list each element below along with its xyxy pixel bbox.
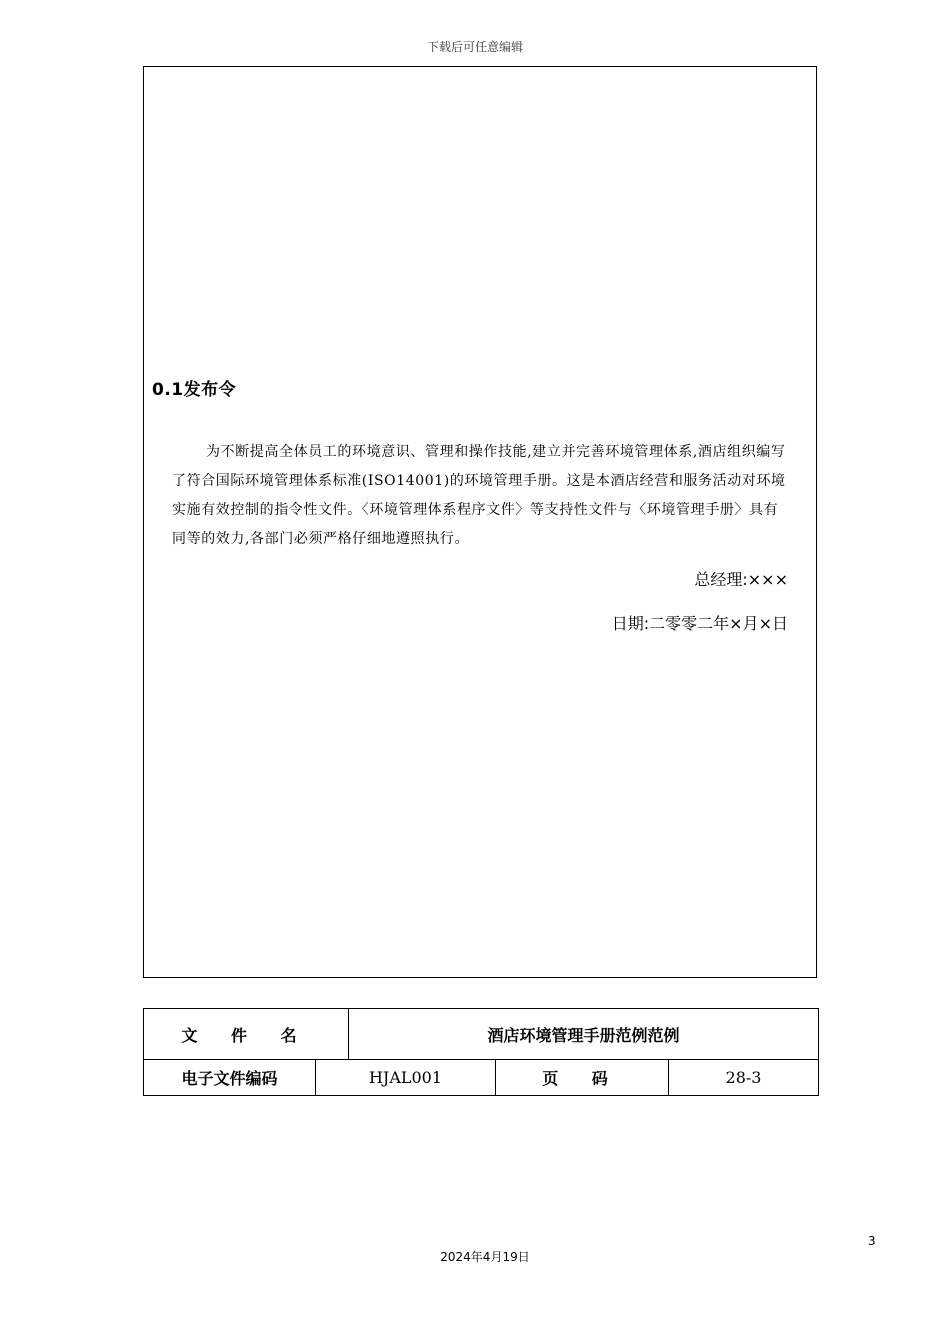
- table-row: [144, 1009, 819, 1060]
- section-title: 0.1发布令: [152, 380, 237, 400]
- table-row: [144, 1060, 819, 1096]
- body-paragraph: 为不断提高全体员工的环境意识、管理和操作技能,建立并完善环境管理体系,酒店组织编写了符合国际环境管理体系标准(ISO14001)的环境管理手册。这是本酒店经营和服务活动对环境实施有效控制的指令性文件。〈环境管理体系程序文件〉等支持性文件与〈环境管理手册〉具有同等的效力,各部门必须严格仔细地遵照执行。: [172, 444, 786, 547]
- page-label: 页 码: [496, 1060, 669, 1096]
- file-name-label: 文 件 名: [144, 1009, 349, 1060]
- page-number: 3: [868, 1234, 876, 1248]
- code-value: HJAL001: [316, 1060, 496, 1096]
- signature-date: 日期:二零零二年×月×日: [611, 614, 788, 633]
- content-frame: [143, 66, 817, 978]
- footer-date: 2024年4月19日: [440, 1250, 530, 1264]
- page-value: 28-3: [669, 1060, 819, 1096]
- code-label: 电子文件编码: [144, 1060, 316, 1096]
- signature-general-manager: 总经理:×××: [694, 570, 788, 589]
- file-name-value: 酒店环境管理手册范例范例: [349, 1009, 819, 1060]
- document-info-table: [143, 1008, 819, 1096]
- header-note: 下载后可任意编辑: [426, 40, 523, 54]
